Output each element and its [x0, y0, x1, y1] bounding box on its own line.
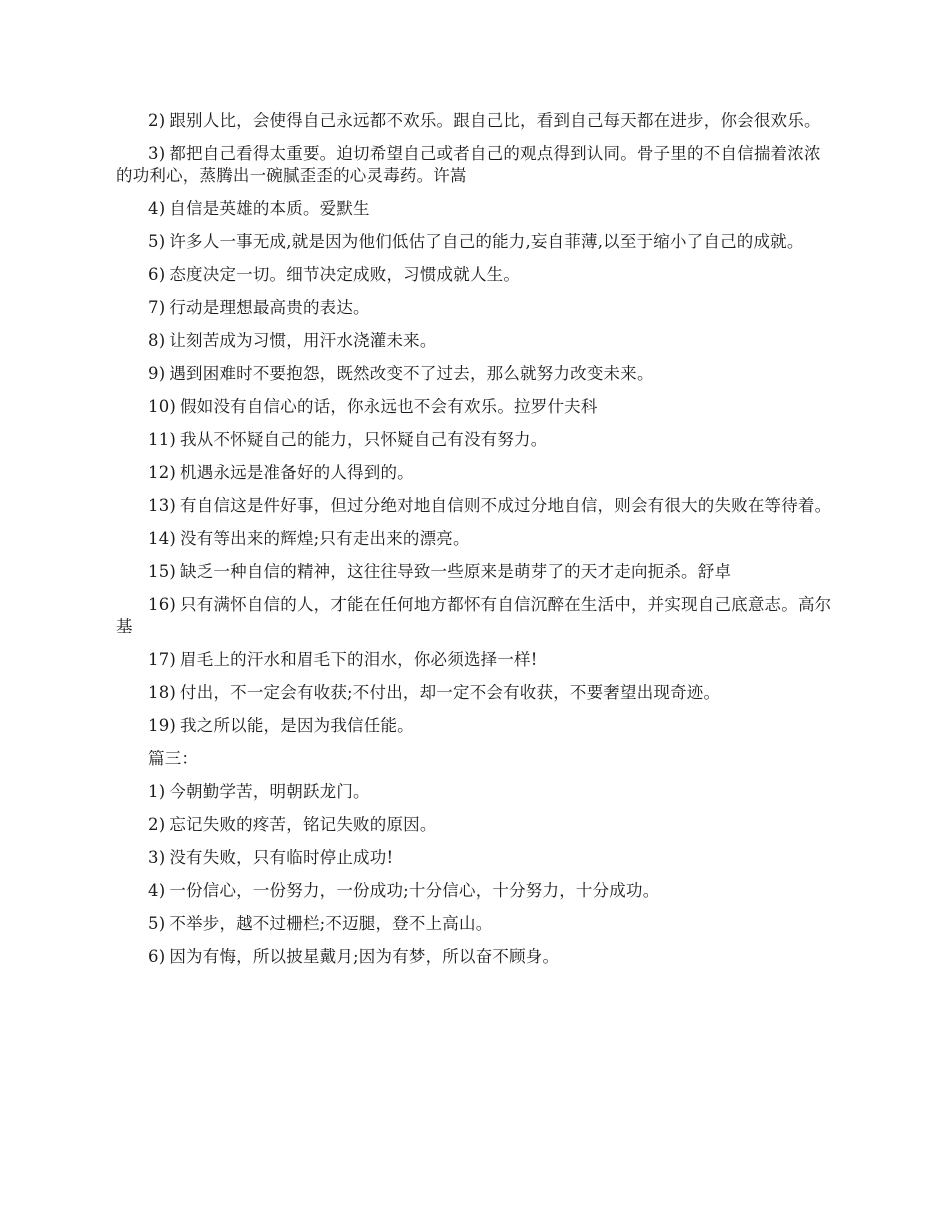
item-text: 我从不怀疑自己的能力，只怀疑自己有没有努力。 [180, 430, 548, 449]
paragraph-9 [116, 363, 836, 385]
item-text: 今朝勤学苦，明朝跃龙门。 [169, 782, 370, 801]
item-text: 遇到困难时不要抱怨，既然改变不了过去，那么就努力改变未来。 [169, 364, 654, 383]
paragraph-16 [116, 594, 836, 638]
item-number: 14) [148, 529, 177, 548]
item-text: 忘记失败的疼苦，铭记失败的原因。 [169, 815, 437, 834]
item-number: 17) [148, 650, 177, 669]
paragraph-19 [116, 715, 836, 737]
item-text: 没有等出来的辉煌;只有走出来的漂亮。 [180, 529, 470, 548]
item-number: 18) [148, 683, 177, 702]
section-heading-3 [116, 748, 836, 770]
item-text: 机遇永远是准备好的人得到的。 [180, 463, 414, 482]
item-text: 眉毛上的汗水和眉毛下的泪水，你必须选择一样! [180, 650, 538, 669]
paragraph-s3-4 [116, 880, 836, 902]
item-number: 5) [148, 232, 166, 251]
paragraph-12 [116, 462, 836, 484]
item-text: 我之所以能，是因为我信任能。 [180, 716, 414, 735]
paragraph-11 [116, 429, 836, 451]
section-heading-text: 篇三： [148, 749, 199, 768]
paragraph-5 [116, 231, 836, 253]
item-text: 许多人一事无成,就是因为他们低估了自己的能力,妄自菲薄,以至于缩小了自己的成就。 [169, 232, 804, 251]
paragraph-15 [116, 561, 836, 583]
paragraph-2 [116, 110, 836, 132]
item-number: 10) [148, 397, 177, 416]
item-text: 不举步，越不过栅栏;不迈腿，登不上高山。 [169, 914, 493, 933]
item-number: 6) [148, 947, 166, 966]
paragraph-13 [116, 495, 836, 517]
item-text: 缺乏一种自信的精神，这往往导致一些原来是萌芽了的天才走向扼杀。舒卓 [180, 562, 732, 581]
paragraph-6 [116, 264, 836, 286]
item-number: 2) [148, 815, 166, 834]
item-number: 16) [148, 595, 177, 614]
item-number: 4) [148, 199, 166, 218]
item-number: 11) [148, 430, 177, 449]
item-number: 6) [148, 265, 166, 284]
item-number: 5) [148, 914, 166, 933]
item-number: 8) [148, 331, 166, 350]
item-text: 跟别人比，会使得自己永远都不欢乐。跟自己比，看到自己每天都在进步，你会很欢乐。 [169, 111, 821, 130]
paragraph-s3-6 [116, 946, 836, 968]
item-text: 一份信心，一份努力，一份成功;十分信心，十分努力，十分成功。 [169, 881, 660, 900]
paragraph-14 [116, 528, 836, 550]
item-text: 付出，不一定会有收获;不付出，却一定不会有收获，不要奢望出现奇迹。 [180, 683, 721, 702]
item-text: 没有失败，只有临时停止成功! [169, 848, 394, 867]
item-text: 行动是理想最高贵的表达。 [169, 298, 370, 317]
item-text: 态度决定一切。细节决定成败，习惯成就人生。 [169, 265, 521, 284]
item-text: 让刻苦成为习惯，用汗水浇灌未来。 [169, 331, 437, 350]
item-number: 15) [148, 562, 177, 581]
paragraph-10 [116, 396, 836, 418]
paragraph-18 [116, 682, 836, 704]
paragraph-8 [116, 330, 836, 352]
item-text: 只有满怀自信的人，才能在任何地方都怀有自信沉醉在生活中，并实现自己底意志。高尔基 [116, 595, 832, 636]
item-number: 9) [148, 364, 166, 383]
item-text: 有自信这是件好事，但过分绝对地自信则不成过分地自信，则会有很大的失败在等待着。 [180, 496, 832, 515]
paragraph-7 [116, 297, 836, 319]
item-text: 都把自己看得太重要。迫切希望自己或者自己的观点得到认同。骨子里的不自信揣着浓浓的功利心，蒸腾出一碗腻歪歪的心灵毒药。许嵩 [116, 144, 821, 185]
item-number: 12) [148, 463, 177, 482]
paragraph-s3-2 [116, 814, 836, 836]
item-number: 7) [148, 298, 166, 317]
item-text: 因为有悔，所以披星戴月;因为有梦，所以奋不顾身。 [169, 947, 560, 966]
item-number: 2) [148, 111, 166, 130]
paragraph-4 [116, 198, 836, 220]
item-number: 3) [148, 144, 166, 163]
paragraph-17 [116, 649, 836, 671]
item-number: 19) [148, 716, 177, 735]
item-number: 1) [148, 782, 166, 801]
item-number: 3) [148, 848, 166, 867]
document-body [116, 110, 836, 979]
paragraph-s3-1 [116, 781, 836, 803]
item-number: 4) [148, 881, 166, 900]
paragraph-s3-3 [116, 847, 836, 869]
item-number: 13) [148, 496, 177, 515]
item-text: 自信是英雄的本质。爱默生 [169, 199, 370, 218]
paragraph-3 [116, 143, 836, 187]
paragraph-s3-5 [116, 913, 836, 935]
item-text: 假如没有自信心的话，你永远也不会有欢乐。拉罗什夫科 [180, 397, 598, 416]
